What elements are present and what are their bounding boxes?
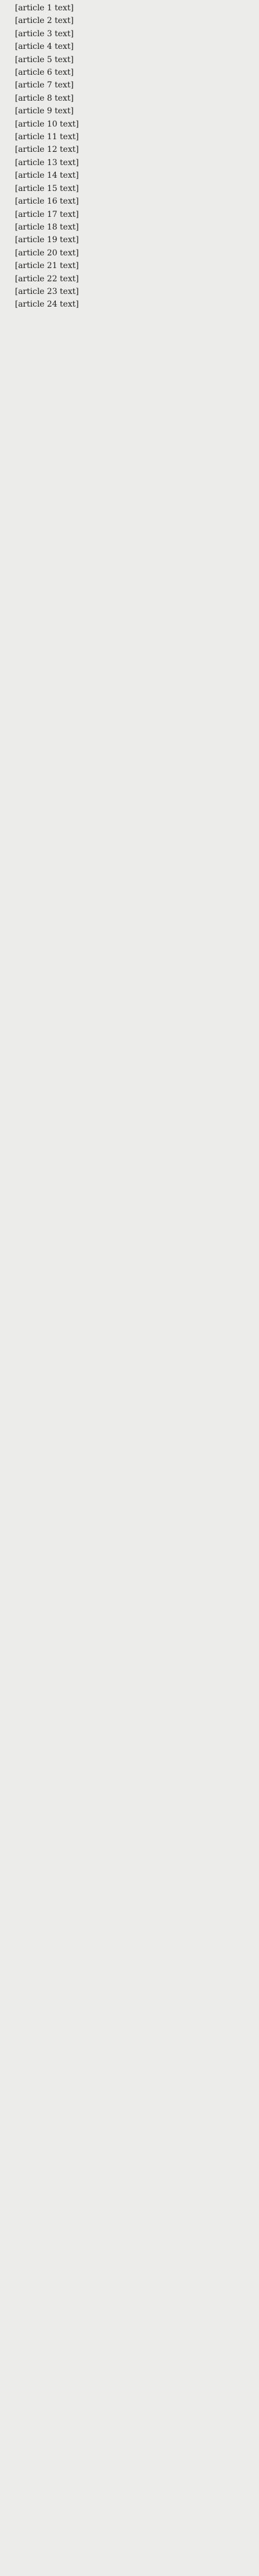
article-text: [article 12 text] bbox=[15, 145, 79, 155]
news-article bbox=[6, 300, 253, 309]
news-article bbox=[6, 210, 253, 220]
article-text: [article 3 text] bbox=[15, 29, 74, 39]
article-text: [article 20 text] bbox=[15, 248, 79, 258]
news-article bbox=[6, 29, 253, 39]
news-article bbox=[6, 287, 253, 297]
news-article bbox=[6, 42, 253, 52]
news-article bbox=[6, 158, 253, 168]
article-text: [article 11 text] bbox=[15, 132, 79, 142]
article-text: [article 19 text] bbox=[15, 235, 79, 245]
article-text: [article 8 text] bbox=[15, 93, 74, 103]
news-article bbox=[6, 16, 253, 26]
article-text: [article 13 text] bbox=[15, 158, 79, 167]
news-article bbox=[6, 223, 253, 232]
news-article bbox=[6, 55, 253, 65]
article-text: [article 6 text] bbox=[15, 68, 74, 78]
article-text: [article 21 text] bbox=[15, 261, 79, 271]
article-text: [article 5 text] bbox=[15, 55, 74, 64]
news-article bbox=[6, 120, 253, 129]
news-article bbox=[6, 106, 253, 116]
article-text: [article 10 text] bbox=[15, 119, 79, 129]
article-text: [article 22 text] bbox=[15, 274, 79, 284]
news-article bbox=[6, 235, 253, 245]
article-text: [article 24 text] bbox=[15, 300, 79, 309]
news-article bbox=[6, 145, 253, 155]
article-text: [article 7 text] bbox=[15, 81, 74, 90]
article-text: [article 18 text] bbox=[15, 222, 79, 232]
article-text: [article 15 text] bbox=[15, 184, 79, 193]
article-text: [article 4 text] bbox=[15, 42, 74, 52]
article-text: [article 2 text] bbox=[15, 16, 74, 26]
news-article bbox=[6, 184, 253, 194]
news-article bbox=[6, 3, 253, 13]
article-text: [article 9 text] bbox=[15, 106, 74, 116]
article-text: [article 23 text] bbox=[15, 286, 79, 296]
news-article bbox=[6, 81, 253, 90]
article-text: [article 14 text] bbox=[15, 171, 79, 181]
news-article bbox=[6, 274, 253, 284]
news-article bbox=[6, 68, 253, 78]
article-list bbox=[6, 3, 253, 310]
news-article bbox=[6, 261, 253, 271]
article-text: [article 16 text] bbox=[15, 197, 79, 207]
article-text: [article 1 text] bbox=[15, 3, 74, 13]
news-article bbox=[6, 197, 253, 207]
news-article bbox=[6, 171, 253, 181]
news-article bbox=[6, 249, 253, 258]
news-article bbox=[6, 132, 253, 142]
news-article bbox=[6, 94, 253, 104]
article-text: [article 17 text] bbox=[15, 209, 79, 219]
